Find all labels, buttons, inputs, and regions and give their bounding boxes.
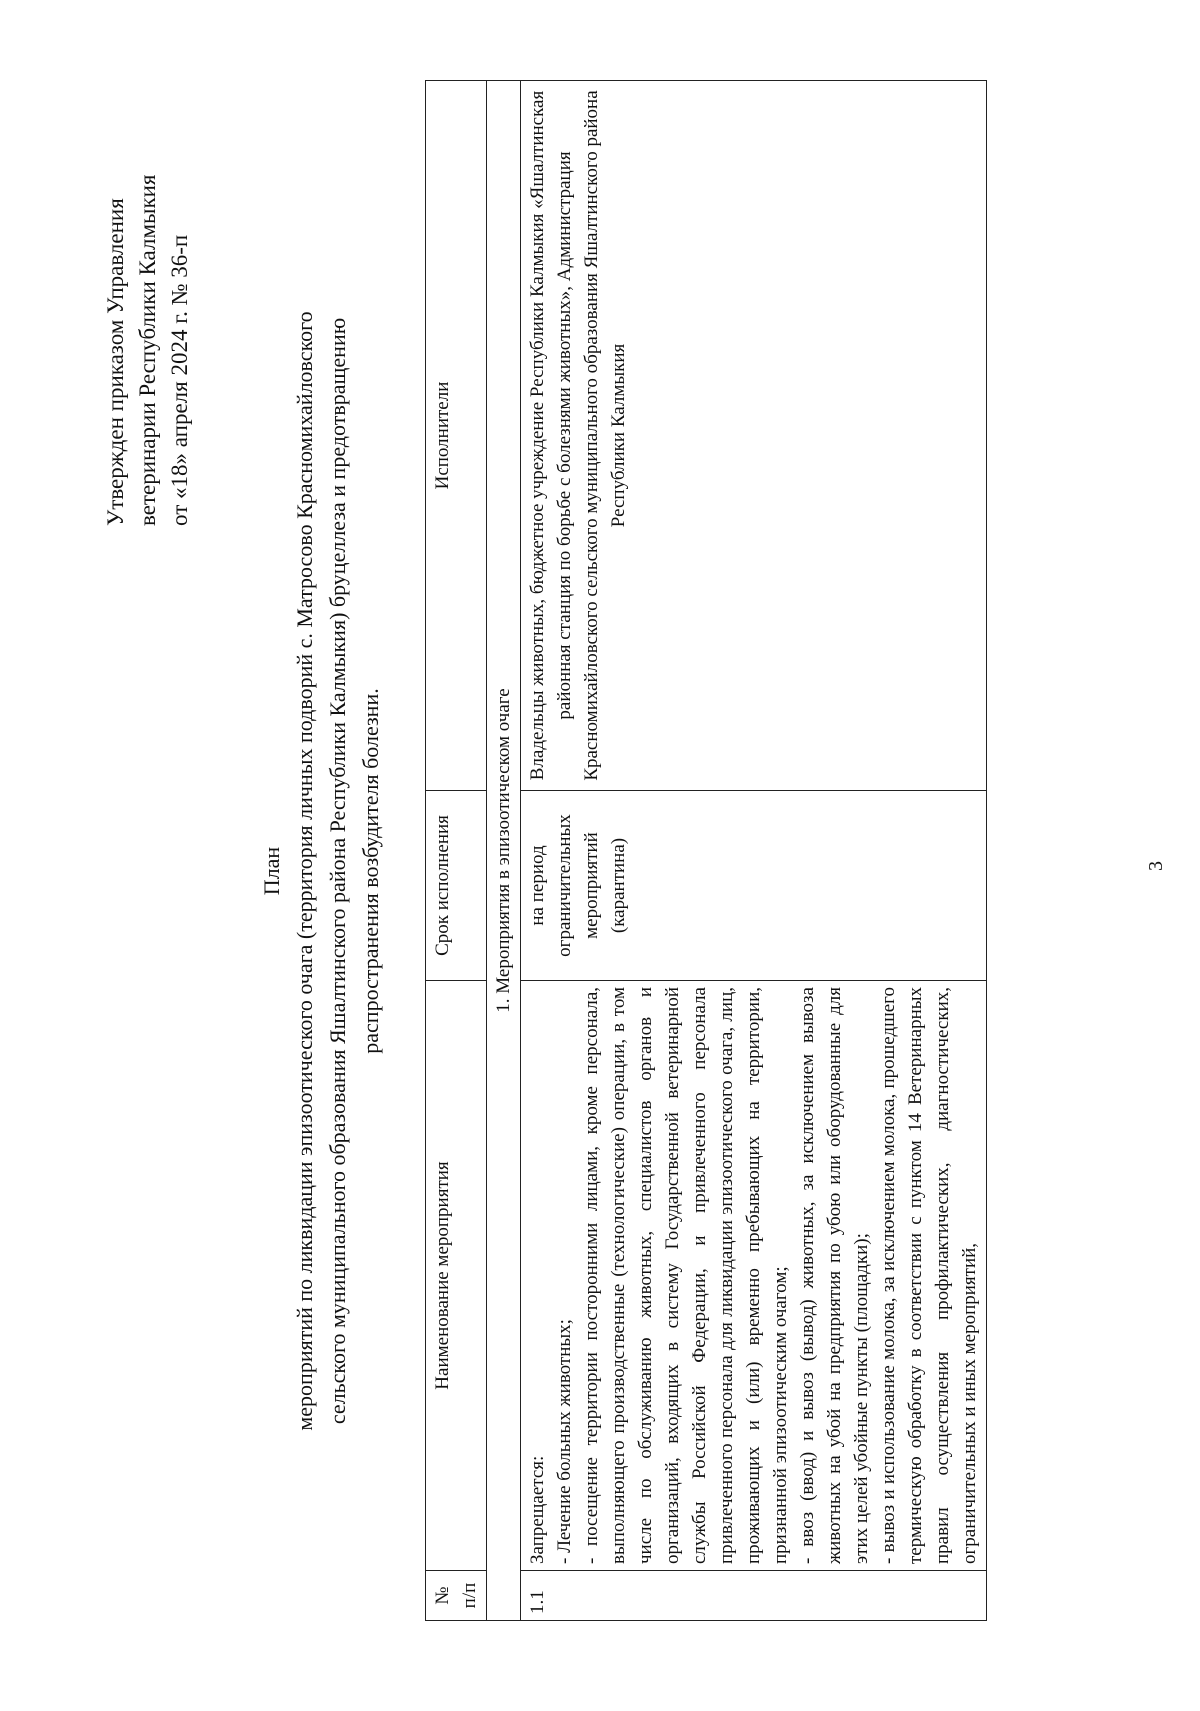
table-row bbox=[521, 81, 987, 1621]
header-name: Наименование мероприятия bbox=[426, 981, 487, 1571]
page-number: 3 bbox=[1145, 861, 1167, 871]
plan-table bbox=[425, 80, 987, 1621]
document-title bbox=[255, 141, 387, 1601]
table-header-row bbox=[426, 81, 487, 1621]
header-date: Срок исполнения bbox=[426, 791, 487, 981]
approval-block bbox=[100, 26, 196, 526]
row-date: на период ограничительных мероприятий (карантина) bbox=[521, 791, 987, 981]
name-line-3: - посещение территории посторонними лицами, кроме персонала, выполняющего производственные (технологические) операции, в том числе по обслуживанию животных, специалистов органов и организаций, входящих в систему Государственной ветеринарной службы Российской Федерации, и привлеченного персонала привлеченного персонала для ликвидации эпизоотического очага, лиц, проживающих и (или) временно пребывающих на территории, признанной эпизоотическим очагом; bbox=[581, 987, 791, 1564]
row-name bbox=[521, 981, 987, 1571]
name-line-4: - ввоз (ввод) и вывоз (вывод) животных, за исключением вывоза животных на убой на предприятия по убою или оборудованные для этих целей убойные пункты (площадки); bbox=[797, 987, 872, 1564]
title-line-3: распространения возбудителя болезни. bbox=[358, 688, 383, 1054]
title-heading: План bbox=[259, 846, 284, 896]
section-title: 1. Мероприятия в эпизоотическом очаге bbox=[487, 81, 521, 1621]
title-line-1: мероприятий по ликвидации эпизоотического очага (территория личных подворий с. Матросово Красномихайловского bbox=[292, 311, 317, 1431]
name-line-1: Запрещается: bbox=[527, 1455, 548, 1564]
approval-line-1: Утвержден приказом Управления bbox=[103, 198, 128, 526]
name-line-5: - вывоз и использование молока, за исключением молока, прошедшего термическую обработку в соответствии с пунктом 14 Ветеринарных правил осуществления профилактических, диагностических, ограничительных и иных мероприятий, bbox=[878, 987, 980, 1564]
section-row bbox=[487, 81, 521, 1621]
approval-line-2: ветеринарии Республики Калмыкия bbox=[135, 174, 160, 526]
row-exec: Владельцы животных, бюджетное учреждение Республики Калмыкия «Яшалтинская районная станция по борьбе с болезнями животных», Администрация Красномихайловского сельского муниципального образования Яшалтинского района Республики Калмыкия bbox=[521, 81, 987, 791]
header-num: № п/п bbox=[426, 1571, 487, 1621]
title-line-2: сельского муниципального образования Яшалтинского района Республики Калмыкия) бруцеллеза и предотвращению bbox=[325, 317, 350, 1425]
approval-line-3: от «18» апреля 2024 г. № 36-п bbox=[167, 234, 192, 526]
name-line-2: - Лечение больных животных; bbox=[554, 1319, 575, 1564]
row-num: 1.1 bbox=[521, 1571, 987, 1621]
header-exec: Исполнители bbox=[426, 81, 487, 791]
